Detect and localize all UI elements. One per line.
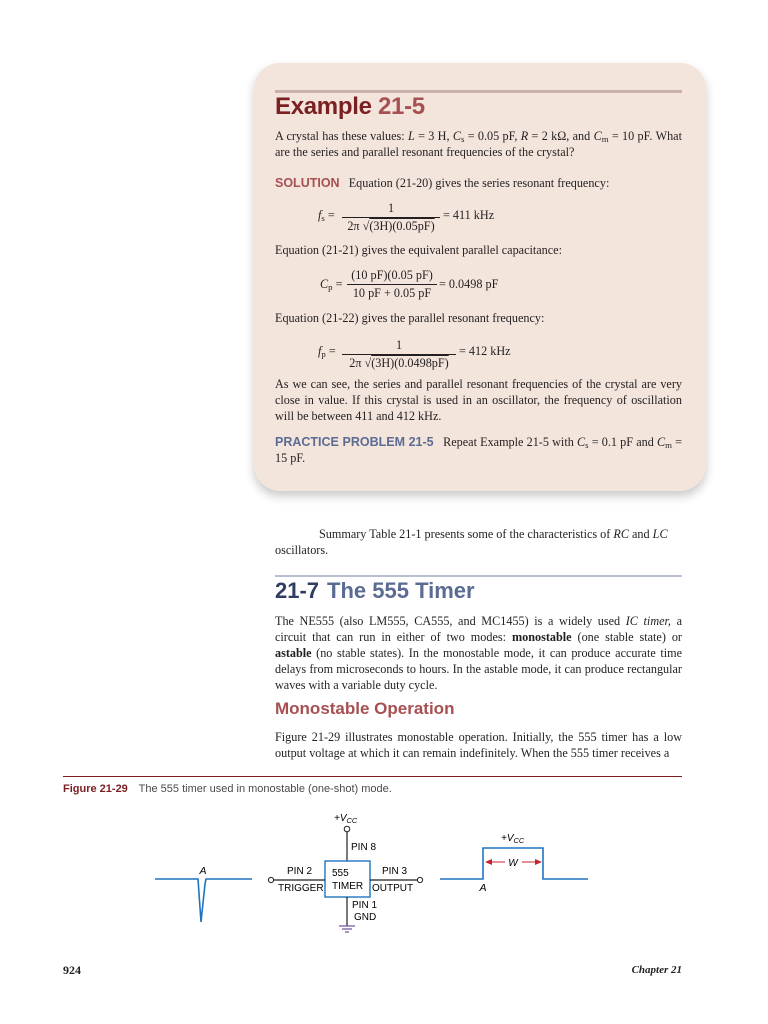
equation-fp-numerator: 1 [342,338,456,355]
example-title-word: Example [275,93,372,120]
page-number: 924 [63,963,81,977]
ic-name: TIMER [332,881,364,892]
equation-fs-denominator: 2π √(3H)(0.05pF) [347,219,435,233]
pin3-label: PIN 3 [382,866,408,877]
equation-fs-lhs: $f_s$ = [318,208,335,224]
solution-line [275,175,682,191]
timer-diagram [0,800,768,950]
monostable-paragraph: Figure 21-29 illustrates monostable operation. Initially, the 555 timer has a low output voltage at which it can remain indefinitely. When the 555 timer receives a [275,730,682,760]
eq2-intro: Equation (21-21) gives the equivalent parallel capacitance: [275,243,562,257]
figure-number: Figure 21-29 [63,783,128,795]
equation-fs-fraction [342,201,440,234]
subsection-title: Monostable Operation [275,699,455,718]
pin1-label: PIN 1 [352,900,378,911]
gnd-label: GND [354,912,377,923]
trigger-label: TRIGGER [278,883,324,894]
summary-paragraph-end: oscillators. [275,543,329,557]
figure-caption-text: The 555 timer used in monostable (one-shot) mode. [138,783,392,795]
equation-cp-result: = 0.0498 pF [439,277,499,291]
equation-fs-numerator: 1 [342,201,440,218]
equation-fs-result: = 411 kHz [443,208,495,222]
example-title-number: 21-5 [378,93,425,120]
equation-fp-fraction [342,338,456,371]
chapter-label: Chapter 21 [631,964,682,976]
practice-problem: PRACTICE PROBLEM 21-5 Repeat Example 21-5 with $C_s = 0.1$ pF and $C_m = 15$ pF. [275,435,682,465]
example-conclusion: As we can see, the series and parallel resonant frequencies of the crystal are very close in value. If this crystal is used in an oscillator, the frequency of oscillation will be between 411 and 412 kHz. [275,377,682,423]
section-number: 21-7 [275,578,320,603]
ic-number: 555 [332,868,349,879]
solution-text: Equation (21-20) gives the series resonant frequency: [348,176,610,190]
example-problem-question: What are the series and parallel resonant frequencies of the crystal? [275,129,682,159]
eq3-intro: Equation (21-22) gives the parallel resonant frequency: [275,311,545,325]
vcc-label-pulse: $+V_{CC}$ [501,833,525,845]
section-title [275,578,475,604]
summary-paragraph: Summary Table 21-1 presents some of the characteristics of RC and LC [319,527,668,541]
figure-caption [63,783,392,795]
example-title [275,93,425,121]
example-problem: A crystal has these values: L = 3 H, $C_s = 0.05$ pF, R = 2 kΩ, and $C_m = 10$ pF. What are the series and parallel resonant frequencies of the crystal? [275,129,682,159]
equation-cp-fraction [347,268,437,301]
output-label: OUTPUT [372,883,414,894]
section-rule [275,575,682,577]
output-terminal [417,877,422,882]
ground-icon [339,926,355,932]
equation-cp-denominator: 10 pF + 0.05 pF [352,286,432,300]
pin2-label: PIN 2 [287,866,313,877]
trigger-terminal [268,877,273,882]
figure-rule [63,776,682,777]
practice-end: = 15 pF. [275,435,682,465]
equation-cp-numerator: (10 pF)(0.05 pF) [347,268,437,285]
equation-cp-lhs: $C_p$ = [320,277,343,293]
pin8-label: PIN 8 [351,842,377,853]
practice-tag: PRACTICE PROBLEM 21-5 [275,435,434,449]
equation-fp-denominator: 2π √(3H)(0.0498pF) [349,356,449,370]
trigger-waveform [155,879,252,922]
pulse-start-label: A [479,882,487,894]
pulse-width-label: W [508,858,518,869]
section-paragraph: The NE555 (also LM555, CA555, and MC1455) is a widely used IC timer, a circuit that can run in either of two modes: monostable (one stable state) or astable (no stable states). In the monostable mode, it can produce accurate time delays from microseconds to hours. In the astable mode, it can produce rectangular waves with a variable duty cycle. [275,614,682,692]
trigger-point-label: A [199,865,207,877]
solution-tag: SOLUTION [275,176,340,190]
vcc-label-top: $+V_{CC}$ [334,813,358,825]
vcc-terminal [344,826,350,832]
equation-fp-lhs: $f_p$ = [318,344,336,360]
section-name: The 555 Timer [327,578,475,603]
equation-fp-result: = 412 kHz [459,344,511,358]
